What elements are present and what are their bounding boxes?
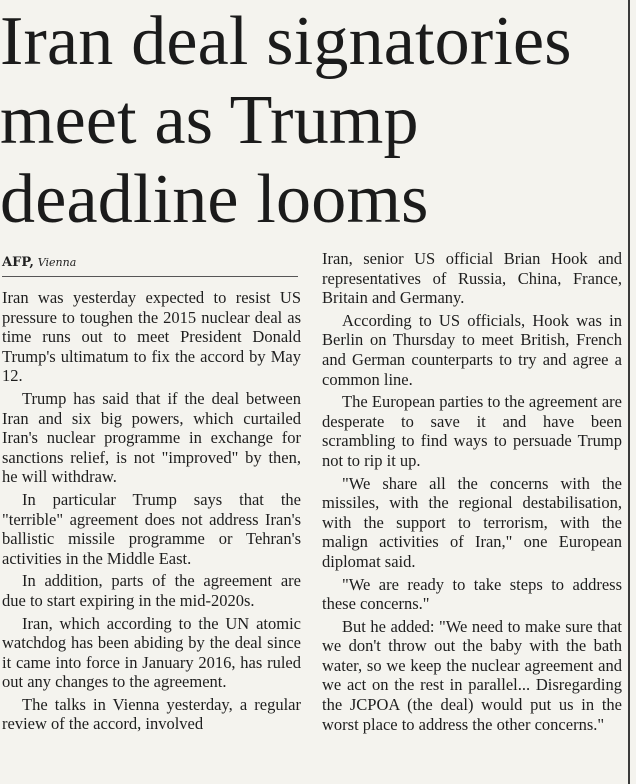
headline-line: Iran deal signatories: [0, 3, 572, 80]
byline: [2, 252, 298, 277]
article-paragraph: "We share all the concerns with the missiles, with the regional destabilisation, with the support to terrorism, with the malign activities of Iran," one European diplomat said.: [322, 473, 622, 571]
article-paragraph: In addition, parts of the agreement are due to start expiring in the mid-2020s.: [2, 571, 301, 610]
byline-place: Vienna: [37, 256, 77, 269]
article-paragraph: Trump has said that if the deal between Iran and six big powers, which curtailed Iran's nuclear programme in exchange for sanctions relief, is not "improved" by then, he will withdraw.: [2, 388, 301, 487]
article-paragraph: According to US officials, Hook was in Berlin on Thursday to meet British, French and German counterparts to try and agree a common line.: [322, 310, 622, 389]
article-column-right: [322, 249, 622, 737]
article-paragraph: The talks in Vienna yesterday, a regular review of the accord, involved: [2, 694, 301, 734]
byline-agency: AFP,: [2, 255, 34, 270]
article-paragraph: In particular Trump says that the "terrible" agreement does not address Iran's ballistic missile programme or Tehran's activities in the Middle East.: [2, 489, 301, 568]
column-rule: [628, 0, 630, 784]
article-paragraph: "We are ready to take steps to address these concerns.": [322, 574, 622, 614]
article-paragraph: Iran, senior US official Brian Hook and representatives of Russia, China, France, Britain and Germany.: [322, 249, 622, 308]
article-paragraph: Iran, which according to the UN atomic watchdog has been abiding by the deal since it came into force in January 2016, has ruled out any changes to the agreement.: [2, 613, 301, 692]
article-paragraph: But he added: "We need to make sure that we don't throw out the baby with the bath water, so we keep the nuclear agreement and we act on the rest in parallel... Disregarding the JCPOA (the deal) would put us in the worst place to address the other concerns.": [322, 616, 622, 734]
headline: [0, 2, 628, 239]
headline-line: deadline looms: [0, 161, 429, 238]
article-column-left: [2, 288, 301, 737]
article-paragraph: The European parties to the agreement are desperate to save it and have been scrambling to find ways to persuade Trump not to rip it up.: [322, 392, 622, 470]
article-paragraph: Iran was yesterday expected to resist US pressure to toughen the 2015 nuclear deal as time runs out to meet President Donald Trump's ultimatum to fix the accord by May 12.: [2, 288, 301, 386]
headline-line: meet as Trump: [0, 82, 419, 159]
